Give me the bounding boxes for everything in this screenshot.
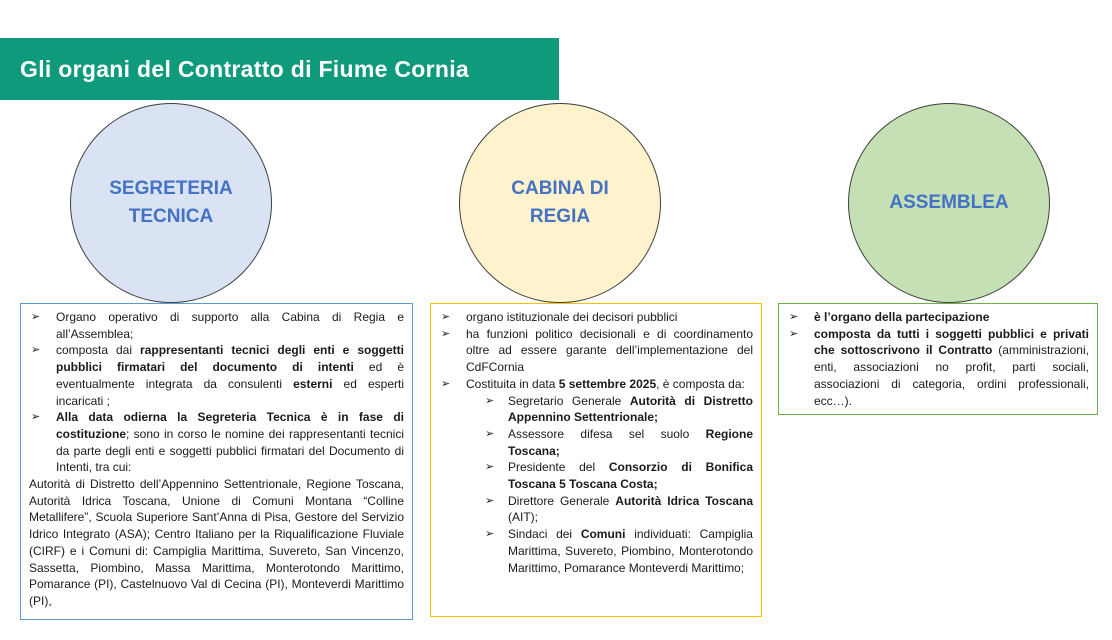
- bold-text-run: composta da tutti i soggetti pubblici e privati che sottoscrivono il Contratto: [814, 326, 1089, 358]
- list-item: [483, 459, 753, 492]
- list-item: [483, 526, 753, 576]
- page-title: Gli organi del Contratto di Fiume Cornia: [0, 38, 559, 100]
- cabina-description-box: [430, 303, 762, 617]
- list-item: [787, 326, 1089, 410]
- list-item: [483, 426, 753, 459]
- circle-label-line: TECNICA: [128, 206, 214, 227]
- circle-label-line: ASSEMBLEA: [889, 192, 1009, 214]
- cabina-members-list: [439, 393, 753, 577]
- list-item: [787, 309, 1089, 326]
- text-run: ed è eventualmente integrata da consulenti: [56, 360, 404, 391]
- bold-text-run: Consorzio di Bonifica Toscana 5 Toscana Costa;: [508, 460, 753, 492]
- list-item: [483, 493, 753, 526]
- text-run: Presidente del: [508, 460, 609, 475]
- segreteria-members-text: Autorità di Distretto dell’Appennino Settentrionale, Regione Toscana, Autorità Idrica Toscana, Unione di Comuni Montana “Colline Metallifere”, Scuola Superiore Sant’Anna di Pisa, Gestore del Servizio Idrico Integrato (ASA); Centro Italiano per la Riqualificazione Fluviale (CIRF) e i Comuni di: Campiglia Marittima, Suvereto, San Vincenzo, Sassetta, Piombino, Massa Marittima, Monterotondo Marittimo, Pomarance (PI), Castelnuovo Val di Cecina (PI), Monteverdi Marittimo (PI),: [29, 477, 404, 608]
- text-run: ha funzioni politico decisionali e di coordinamento oltre ad essere garante dell’implementazione del CdFCornia: [466, 326, 753, 375]
- circle-assemblea: [848, 103, 1050, 303]
- bold-text-run: Comuni: [580, 527, 626, 542]
- circle-label-line: REGIA: [529, 206, 591, 227]
- text-run: Assessore difesa sel suolo: [508, 426, 706, 441]
- text-run: (AIT);: [508, 510, 538, 525]
- list-item: [29, 309, 404, 342]
- circle-label-line: CABINA DI: [511, 178, 609, 200]
- assemblea-description-box: [778, 303, 1098, 415]
- text-run: composta dai: [56, 343, 141, 358]
- circle-cabina-di-regia: [459, 103, 661, 303]
- list-item: [483, 393, 753, 426]
- bold-text-run: Autorità Idrica Toscana: [615, 493, 753, 508]
- bold-text-run: Autorità di Distretto Appennino Settentrionale;: [508, 393, 753, 425]
- bold-text-run: Alla data odierna la Segreteria Tecnica è in fase di costituzione: [56, 410, 404, 441]
- circle-label-line: SEGRETERIA: [109, 178, 233, 200]
- bold-text-run: Regione Toscana;: [508, 426, 753, 458]
- list-item: [29, 342, 404, 409]
- text-run: , è composta da:: [656, 376, 745, 391]
- text-run: Costituita in data: [466, 376, 559, 391]
- list-item: [439, 309, 753, 326]
- text-run: ed esperti incaricati ;: [56, 376, 404, 408]
- list-item: [439, 376, 753, 393]
- circle-label-cabina: [511, 175, 608, 230]
- bold-text-run: 5 settembre 2025: [558, 376, 657, 391]
- circle-label-segreteria: [109, 175, 233, 230]
- text-run: Direttore Generale: [508, 493, 616, 508]
- text-run: Organo operativo di supporto alla Cabina di Regia e all’Assemblea;: [56, 310, 404, 341]
- text-run: ; sono in corso le nomine dei rappresentanti tecnici da parte degli enti e soggetti pubblici firmatari del Documento di Intenti, tra cui:: [56, 426, 404, 475]
- circle-label-assemblea: [889, 189, 1008, 217]
- bold-text-run: esterni: [293, 376, 333, 391]
- list-item: [29, 409, 404, 476]
- segreteria-bullet-list: [29, 309, 404, 476]
- assemblea-bullet-list: [787, 309, 1089, 409]
- bold-text-run: è l’organo della partecipazione: [814, 310, 990, 324]
- text-run: Sindaci dei: [508, 527, 581, 542]
- segreteria-description-box: [20, 303, 413, 620]
- circle-segreteria-tecnica: [70, 103, 272, 303]
- list-item: [439, 326, 753, 376]
- text-run: individuati: Campiglia Marittima, Suvereto, Piombino, Monterotondo Marittimo, Pomarance Monteverdi Marittimo;: [508, 527, 753, 575]
- text-run: Segretario Generale: [508, 393, 630, 408]
- bold-text-run: rappresentanti tecnici degli enti e soggetti pubblici firmatari del documento di intenti: [56, 343, 404, 375]
- text-run: organo istituzionale dei decisori pubblici: [466, 310, 678, 324]
- cabina-bullet-list: [439, 309, 753, 393]
- text-run: (amministrazioni, enti, associazioni no profit, parti sociali, associazioni di categoria, ordini professionali, ecc…).: [814, 343, 1089, 408]
